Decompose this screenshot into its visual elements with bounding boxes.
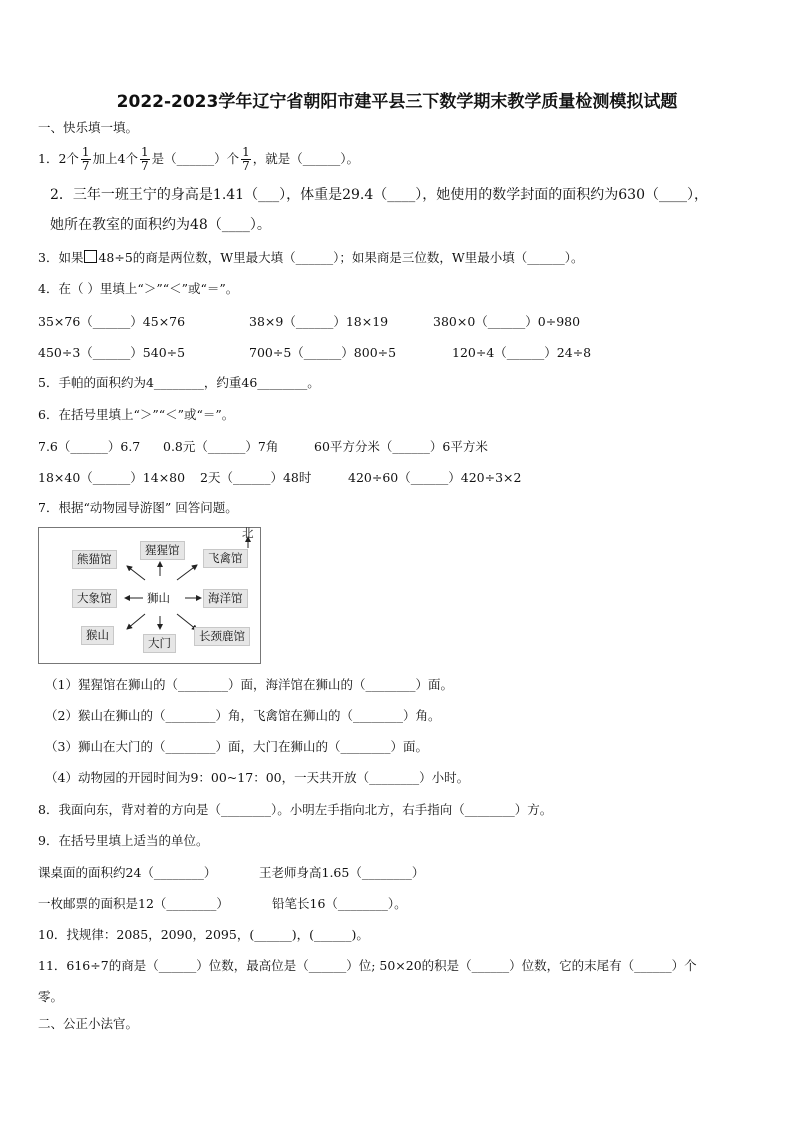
question-2-line-1: 2．三年一班王宁的身高是1.41（___），体重是29.4（____），她使用的数学封面的面积约为630（____）， <box>50 187 708 203</box>
map-bird-house: 飞禽馆 <box>203 549 248 568</box>
q1-part-b: 加上4个 <box>92 151 138 166</box>
blank-square-icon <box>84 250 97 263</box>
map-panda-house: 熊猫馆 <box>72 550 117 569</box>
q1-part-a: 1．2个 <box>38 151 79 166</box>
q6-item: 60平方分米（______）6平方米 <box>314 439 488 454</box>
map-lion-hill: 狮山 <box>147 591 170 605</box>
q7-sub-1: （1）猩猩馆在狮山的（________）面，海洋馆在狮山的（________）面。 <box>45 677 453 692</box>
question-7-stem: 7．根据“动物园导游图” 回答问题。 <box>38 500 238 515</box>
q6-item: 18×40（______）14×80 <box>38 470 186 485</box>
arrow-northwest <box>127 566 145 580</box>
q9-item: 铅笔长16（________）。 <box>272 896 407 911</box>
arrow-southwest <box>127 614 145 629</box>
section-2-heading: 二、公正小法官。 <box>38 1016 139 1031</box>
q6-item: 0.8元（______）7角 <box>163 439 279 454</box>
map-monkey-hill: 猴山 <box>81 626 114 645</box>
fraction-one-seventh: $\frac{1}{7}$ <box>141 145 149 173</box>
q7-sub-3: （3）狮山在大门的（________）面，大门在狮山的（________）面。 <box>45 739 428 754</box>
question-10: 10．找规律：2085，2090，2095，(______)，(______)。 <box>38 927 369 942</box>
question-1 <box>38 146 359 173</box>
q7-sub-4: （4）动物园的开园时间为9：00~17：00，一天共开放（________）小时。 <box>45 770 470 785</box>
question-11-line-1: 11．616÷7的商是（______）位数，最高位是（______）位; 50×20的积是（______）位数，它的末尾有（______）个 <box>38 958 697 973</box>
fraction-one-seventh: $\frac{1}{7}$ <box>242 145 250 173</box>
question-2-line-2: 她所在教室的面积约为48（____）。 <box>50 217 271 233</box>
q1-part-d: ，就是（______）。 <box>252 151 360 166</box>
arrow-northeast <box>177 565 197 580</box>
q7-sub-2: （2）猴山在狮山的（________）角，飞禽馆在狮山的（________）角。 <box>45 708 441 723</box>
map-giraffe-house: 长颈鹿馆 <box>194 627 250 646</box>
question-4-stem: 4．在（ ）里填上“＞”“＜”或“＝”。 <box>38 281 239 296</box>
question-11-line-2: 零。 <box>38 989 64 1004</box>
q1-part-c: 是（______）个 <box>151 151 240 166</box>
q4-item: 120÷4（______）24÷8 <box>452 345 592 360</box>
page-title: 2022-2023学年辽宁省朝阳市建平县三下数学期末教学质量检测模拟试题 <box>116 92 678 112</box>
map-ocean-house: 海洋馆 <box>203 589 248 608</box>
north-label: 北 <box>242 526 254 540</box>
q4-item: 450÷3（______）540÷5 <box>38 345 186 360</box>
q4-item: 38×9（______）18×19 <box>249 314 389 329</box>
question-6-stem: 6．在括号里填上“＞”“＜”或“＝”。 <box>38 407 235 422</box>
map-main-gate: 大门 <box>143 634 176 653</box>
question-3: 3．如果 48÷5的商是两位数，W里最大填（______）；如果商是三位数，W里最小填（______）。 <box>38 250 584 265</box>
section-1-heading: 一、快乐填一填。 <box>38 120 139 135</box>
q6-item: 2天（______）48时 <box>200 470 312 485</box>
fraction-one-seventh: $\frac{1}{7}$ <box>81 145 90 173</box>
question-8: 8．我面向东，背对着的方向是（________）。小明左手指向北方，右手指向（________）方。 <box>38 802 553 817</box>
question-5: 5．手帕的面积约为4________，约重46________。 <box>38 375 320 390</box>
q6-item: 420÷60（______）420÷3×2 <box>348 470 522 485</box>
map-elephant-house: 大象馆 <box>72 589 117 608</box>
q4-item: 700÷5（______）800÷5 <box>249 345 397 360</box>
map-orangutan-house: 猩猩馆 <box>140 541 185 560</box>
q4-item: 35×76（______）45×76 <box>38 314 186 329</box>
q4-item: 380×0（______）0÷980 <box>433 314 581 329</box>
q6-item: 7.6（______）6.7 <box>38 439 141 454</box>
q9-item: 课桌面的面积约24（________） <box>38 865 217 880</box>
zoo-map <box>38 527 261 664</box>
question-9-stem: 9．在括号里填上适当的单位。 <box>38 833 209 848</box>
q9-item: 一枚邮票的面积是12（________） <box>38 896 229 911</box>
q9-item: 王老师身高1.65（________） <box>259 865 425 880</box>
